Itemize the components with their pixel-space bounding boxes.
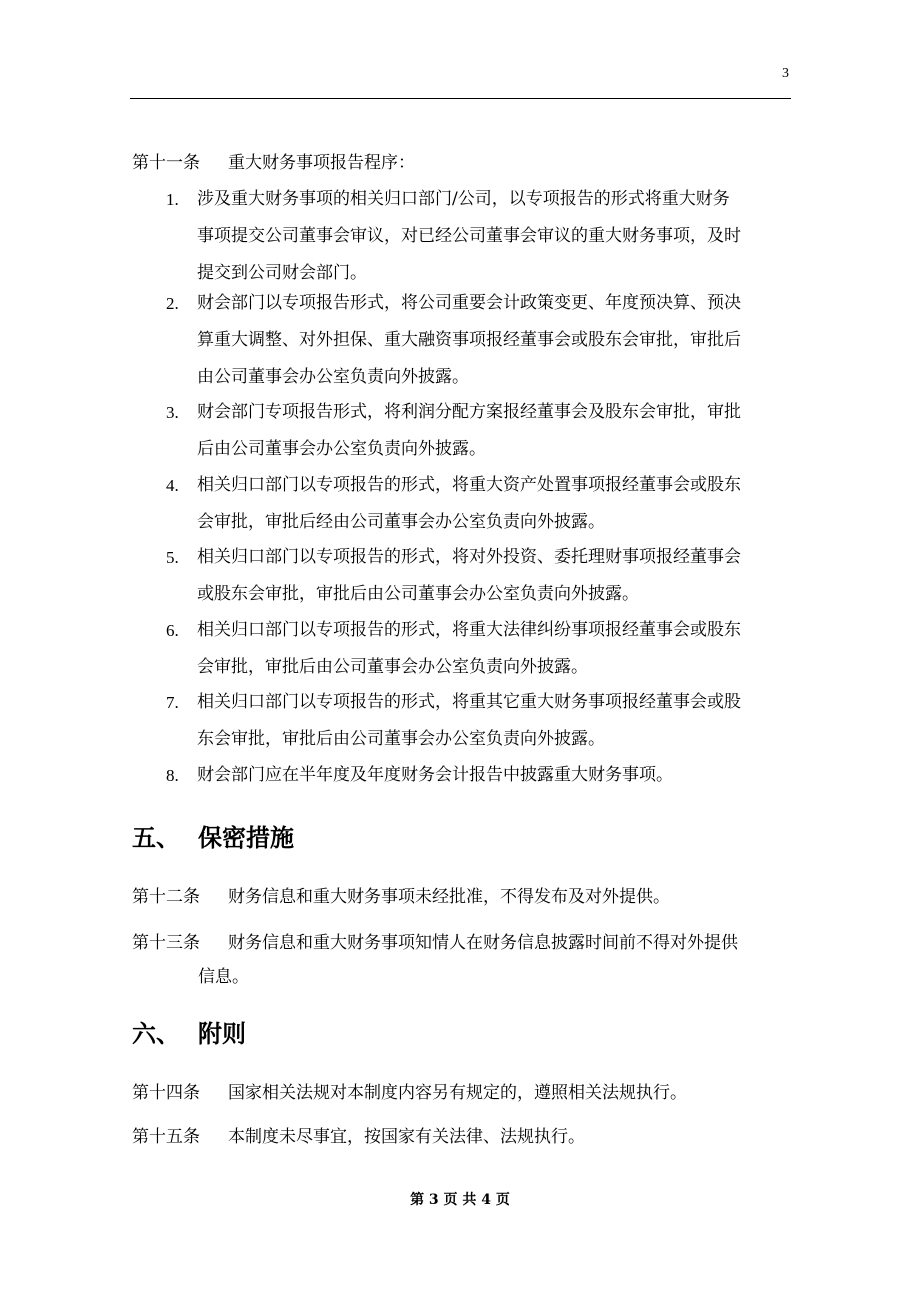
item-line: 会审批，审批后经由公司董事会办公室负责向外披露。 [197,512,605,532]
article-label: 第十二条 [132,887,200,907]
item-line: 后由公司董事会办公室负责向外披露。 [197,439,486,459]
item-line: 财会部门以专项报告形式，将公司重要会计政策变更、年度预决算、预决 [197,293,741,313]
section-heading-5 [132,818,294,853]
item-line: 事项提交公司董事会审议，对已经公司董事会审议的重大财务事项，及时 [197,226,741,246]
section-title: 附则 [198,1020,246,1048]
list-item [166,467,806,541]
item-line: 提交到公司财会部门。 [197,263,367,283]
article-text: 财务信息和重大财务事项知情人在财务信息披露时间前不得对外提供 [228,933,738,953]
list-item [166,539,806,613]
item-line: 相关归口部门以专项报告的形式，将重大法律纠纷事项报经董事会或股东 [197,620,741,640]
item-number: 6. [166,621,179,640]
item-line: 相关归口部门以专项报告的形式，将对外投资、委托理财事项报经董事会 [197,547,741,567]
item-number: 5. [166,548,179,567]
list-item [166,684,806,758]
article-text: 财务信息和重大财务事项未经批准，不得发布及对外提供。 [228,887,670,907]
article-title: 重大财务事项报告程序： [228,153,415,173]
item-line: 相关归口部门以专项报告的形式，将重其它重大财务事项报经董事会或股 [197,692,741,712]
item-line: 财会部门应在半年度及年度财务会计报告中披露重大财务事项。 [197,765,673,785]
article-13 [132,931,738,987]
item-line: 涉及重大财务事项的相关归口部门/公司，以专项报告的形式将重大财务 [197,189,730,209]
item-number: 3. [166,403,179,422]
item-line: 由公司董事会办公室负责向外披露。 [197,367,469,387]
article-label: 第十三条 [132,933,200,953]
item-number: 8. [166,766,179,785]
item-number: 4. [166,476,179,495]
item-line: 东会审批，审批后由公司董事会办公室负责向外披露。 [197,729,605,749]
item-number: 2. [166,294,179,313]
article-text: 国家相关法规对本制度内容另有规定的，遵照相关法规执行。 [228,1083,687,1103]
item-number: 7. [166,693,179,712]
item-line: 会审批，审批后由公司董事会办公室负责向外披露。 [197,657,588,677]
article-text: 本制度未尽事宜，按国家有关法律、法规执行。 [228,1127,585,1147]
article-label: 第十一条 [132,153,200,173]
list-item [166,394,806,468]
list-item [166,285,806,396]
list-item [166,181,806,292]
list-item [166,757,806,794]
article-12 [132,885,670,909]
page-footer: 第 3 页 共 4 页 [410,1192,510,1208]
item-line: 或股东会审批，审批后由公司董事会办公室负责向外披露。 [197,584,639,604]
article-label: 第十四条 [132,1083,200,1103]
item-line: 算重大调整、对外担保、重大融资事项报经董事会或股东会审批，审批后 [197,330,741,350]
list-item [166,612,806,686]
article-15 [132,1125,585,1149]
article-14 [132,1081,687,1105]
item-line: 相关归口部门以专项报告的形式，将重大资产处置事项报经董事会或股东 [197,475,741,495]
item-number: 1. [166,190,179,209]
item-line: 财会部门专项报告形式，将利润分配方案报经董事会及股东会审批，审批 [197,402,741,422]
page-number: 3 [782,66,789,81]
section-heading-6 [132,1014,246,1049]
header-rule [130,98,791,99]
article-label: 第十五条 [132,1127,200,1147]
section-number: 六、 [132,1020,180,1048]
section-title: 保密措施 [198,824,294,852]
section-number: 五、 [132,824,180,852]
article-11-heading [132,151,415,175]
article-text-continuation: 信息。 [198,967,249,987]
